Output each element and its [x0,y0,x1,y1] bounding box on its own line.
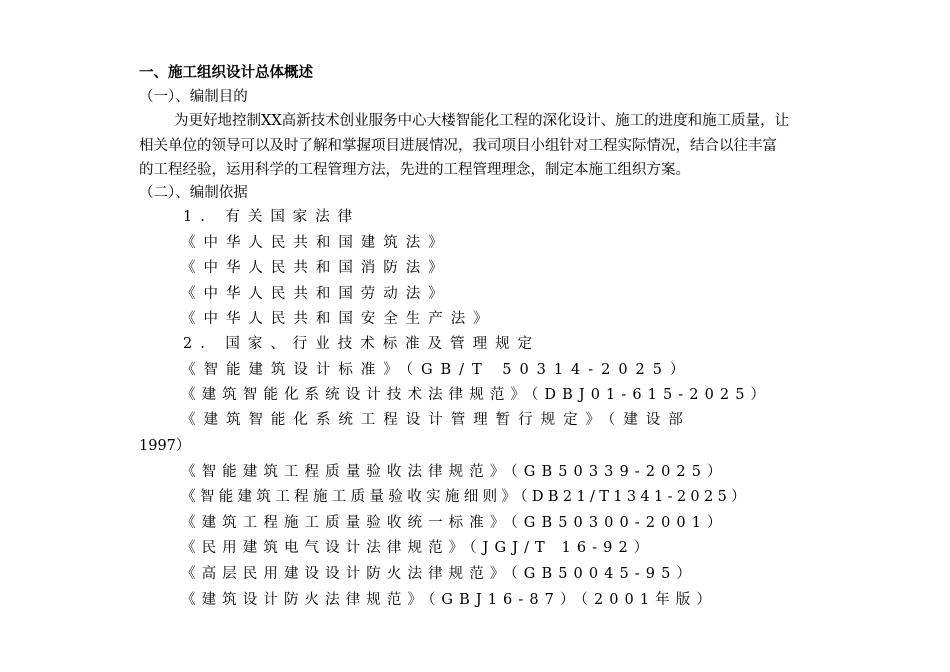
subsection-title-basis: （二）、编制依据 [139,185,248,201]
law-item: 《中华人民共和国消防法》 [181,260,451,276]
law-item: 《中华人民共和国劳动法》 [181,286,451,302]
standard-item: 《建筑工程施工质量验收统一标准》（GB50300-2001） [181,515,728,531]
standard-item: 《智能建筑工程施工质量验收实施细则》（DB21/T1341-2025） [181,489,750,505]
standard-item: 《建筑设计防火法律规范》（GBJ16-87）（2001年版） [181,592,717,608]
paragraph-line: 相关单位的领导可以及时了解和掌握项目进展情况，我司项目小组针对工程实际情况，结合以往丰富 [139,138,777,154]
list-heading-laws: 1. 有关国家法律 [183,209,361,225]
paragraph-line: 为更好地控制XX高新技术创业服务中心大楼智能化工程的深化设计、施工的进度和施工质量，让 [174,113,790,129]
standard-item: 《建筑智能化系统设计技术法律规范》（DBJ01-615-2025） [181,387,772,403]
list-heading-standards: 2. 国家、行业技术标准及管理规定 [183,336,541,352]
standard-item: 《高层民用建设设计防火法律规范》（GB50045-95） [181,566,697,582]
law-item: 《中华人民共和国建筑法》 [181,235,451,251]
paragraph-line: 的工程经验，运用科学的工程管理方法，先进的工程管理理念，制定本施工组织方案。 [139,162,690,178]
section-title: 一、施工组织设计总体概述 [139,65,313,81]
standard-item: 《智能建筑设计标准》（GB/T 50314-2025） [181,362,693,378]
law-item: 《中华人民共和国安全生产法》 [181,311,496,327]
standard-item-continuation: 1997） [139,438,191,454]
standard-item: 《智能建筑工程质量验收法律规范》（GB50339-2025） [181,464,728,480]
standard-item: 《建筑智能化系统工程设计管理暂行规定》（建设部 [181,412,691,428]
standard-item: 《民用建筑电气设计法律规范》（JGJ/T 16-92） [181,540,655,556]
subsection-title-purpose: （一）、编制目的 [139,89,248,105]
